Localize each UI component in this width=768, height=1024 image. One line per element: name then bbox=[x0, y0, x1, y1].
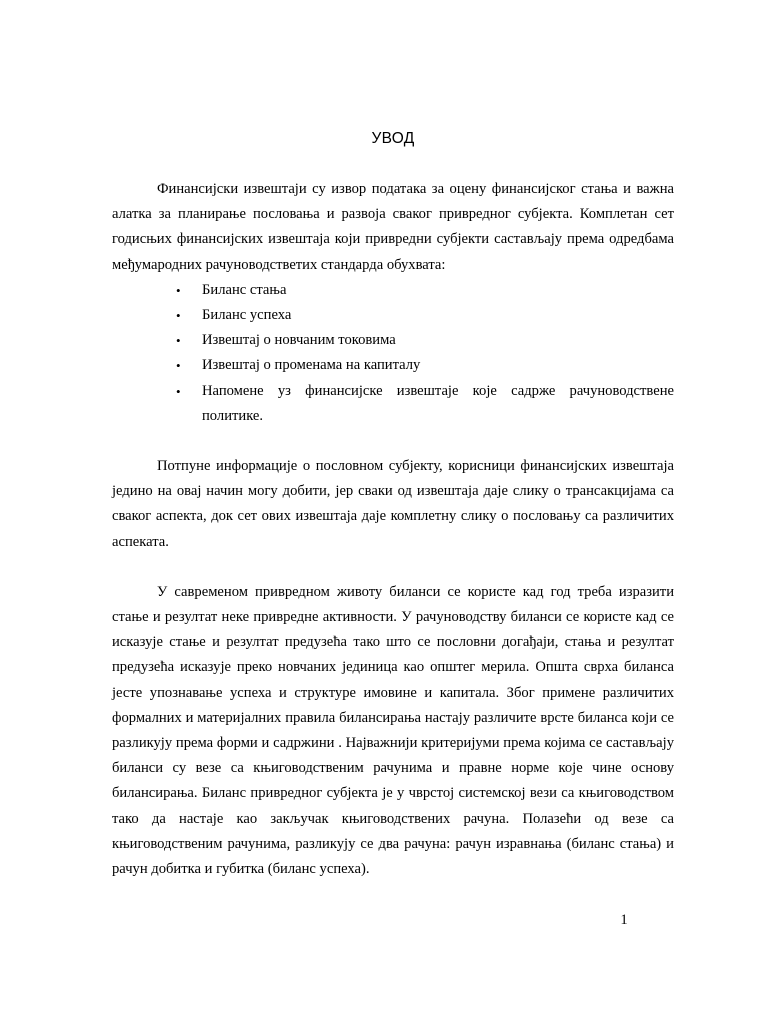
information-paragraph: Потпуне информације о пословном субјекту, корисници финансијских извештаја једино на овај начин могу добити, јер сваки од извештаја даје слику о трансакцијама са сваког аспекта, док сет ових извештаја даје комплетну слику о пословању са различитих аспеката. bbox=[112, 458, 674, 550]
page-number: 1 bbox=[620, 912, 628, 928]
list-item-label: Биланс успеха bbox=[202, 307, 292, 324]
intro-paragraph: Финансијски извештаји су извор података за оцену финансијског стања и важна алатка за планирање пословања и развоја сваког привредног субјекта. Комплетан сет годисњих финансијских извештаја који привредни субјекти састављају према одредбама међумародних рачуноводстветих стандарда обухвата: bbox=[112, 181, 674, 273]
bullet-icon: • bbox=[176, 282, 181, 298]
list-item bbox=[176, 303, 674, 328]
list-item bbox=[176, 353, 674, 378]
list-item bbox=[176, 278, 674, 303]
financial-statements-list bbox=[112, 278, 674, 429]
list-item bbox=[176, 379, 674, 429]
document-title: УВОД bbox=[371, 130, 415, 147]
list-item-label: Извештај о променама на капиталу bbox=[202, 357, 421, 374]
balance-sheet-paragraph: У савременом привредном животу биланси се користе кад год треба изразити стање и резултат неке привредне активности. У рачуноводству биланси се користе кад се исказује стање и резултат предузећа тако што се пословни догађаји, стања и резултат предузећа исказује преко новчаних јединица као општег мерила. Општа сврха биланса јесте упознавање успеха и структуре имовине и капитала. Због примене различитих формалних и материјалних правила билансирања настају различите врсте биланса који се разликују према форми и садржини . Најважнији критеријуми према којима се састављају биланси су везе са књиговодственим рачунима и правне норме које чине основу билансирања. Биланс привредног субјекта је у чврстој системској вези са књиговодством тако да настаје као закључак књиговодствених рачуна. Полазећи од везе са књиговодственим рачунима, разликују се два рачуна: рачун изравнања (биланс стања) и рачун добитка и губитка (биланс успеха). bbox=[112, 583, 674, 878]
list-item-label: Напомене уз финансијске извештаје које садрже рачуноводствене политике. bbox=[202, 382, 674, 424]
list-item-label: Извештај о новчаним токовима bbox=[202, 332, 396, 349]
paragraph-spacer bbox=[112, 555, 674, 580]
paragraph-spacer bbox=[112, 429, 674, 454]
list-item bbox=[176, 328, 674, 353]
document-body bbox=[112, 177, 674, 882]
bullet-icon: • bbox=[176, 308, 181, 324]
bullet-icon: • bbox=[176, 333, 181, 349]
list-item-label: Биланс стања bbox=[202, 281, 287, 298]
bullet-icon: • bbox=[176, 383, 181, 399]
bullet-icon: • bbox=[176, 358, 181, 374]
